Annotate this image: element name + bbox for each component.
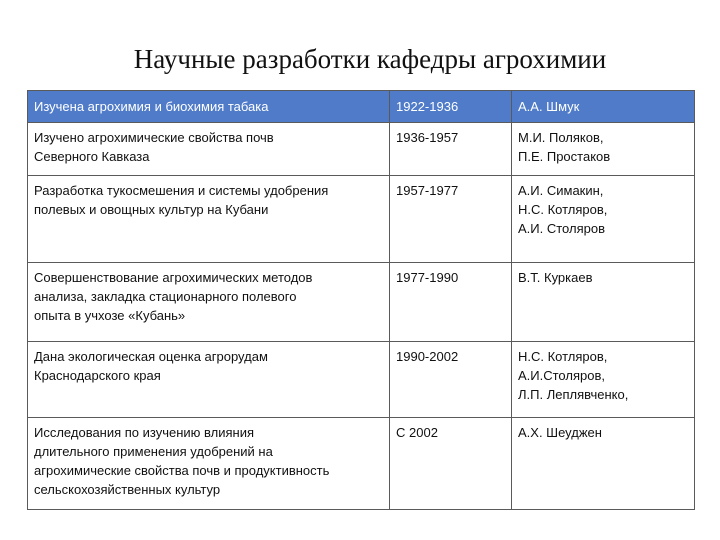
years-cell: 1977-1990 xyxy=(390,263,512,342)
table-row xyxy=(28,263,695,342)
people-cell: В.Т. Куркаев xyxy=(512,263,695,342)
topic-cell: Разработка тукосмешения и системы удобрения полевых и овощных культур на Кубани xyxy=(28,176,390,263)
people-cell: А.А. Шмук xyxy=(512,91,695,123)
table-row xyxy=(28,123,695,176)
topic-cell: Исследования по изучению влияния длительного применения удобрений на агрохимические свойства почв и продуктивность сельскохозяйственных культур xyxy=(28,418,390,510)
years-cell: С 2002 xyxy=(390,418,512,510)
topic-cell: Совершенствование агрохимических методов анализа, закладка стационарного полевого опыта в учхозе «Кубань» xyxy=(28,263,390,342)
table-row xyxy=(28,418,695,510)
years-cell: 1922-1936 xyxy=(390,91,512,123)
people-cell: М.И. Поляков, П.Е. Простаков xyxy=(512,123,695,176)
people-cell: А.Х. Шеуджен xyxy=(512,418,695,510)
table-row xyxy=(28,342,695,418)
people-cell: А.И. Симакин, Н.С. Котляров, А.И. Столяров xyxy=(512,176,695,263)
years-cell: 1957-1977 xyxy=(390,176,512,263)
topic-cell: Изучена агрохимия и биохимия табака xyxy=(28,91,390,123)
page-title: Научные разработки кафедры агрохимии xyxy=(133,44,607,74)
table-row xyxy=(28,91,695,123)
table-row xyxy=(28,176,695,263)
research-table xyxy=(27,90,695,510)
years-cell: 1990-2002 xyxy=(390,342,512,418)
people-cell: Н.С. Котляров, А.И.Столяров, Л.П. Леплявченко, xyxy=(512,342,695,418)
topic-cell: Изучено агрохимические свойства почв Северного Кавказа xyxy=(28,123,390,176)
topic-cell: Дана экологическая оценка агрорудам Краснодарского края xyxy=(28,342,390,418)
years-cell: 1936-1957 xyxy=(390,123,512,176)
